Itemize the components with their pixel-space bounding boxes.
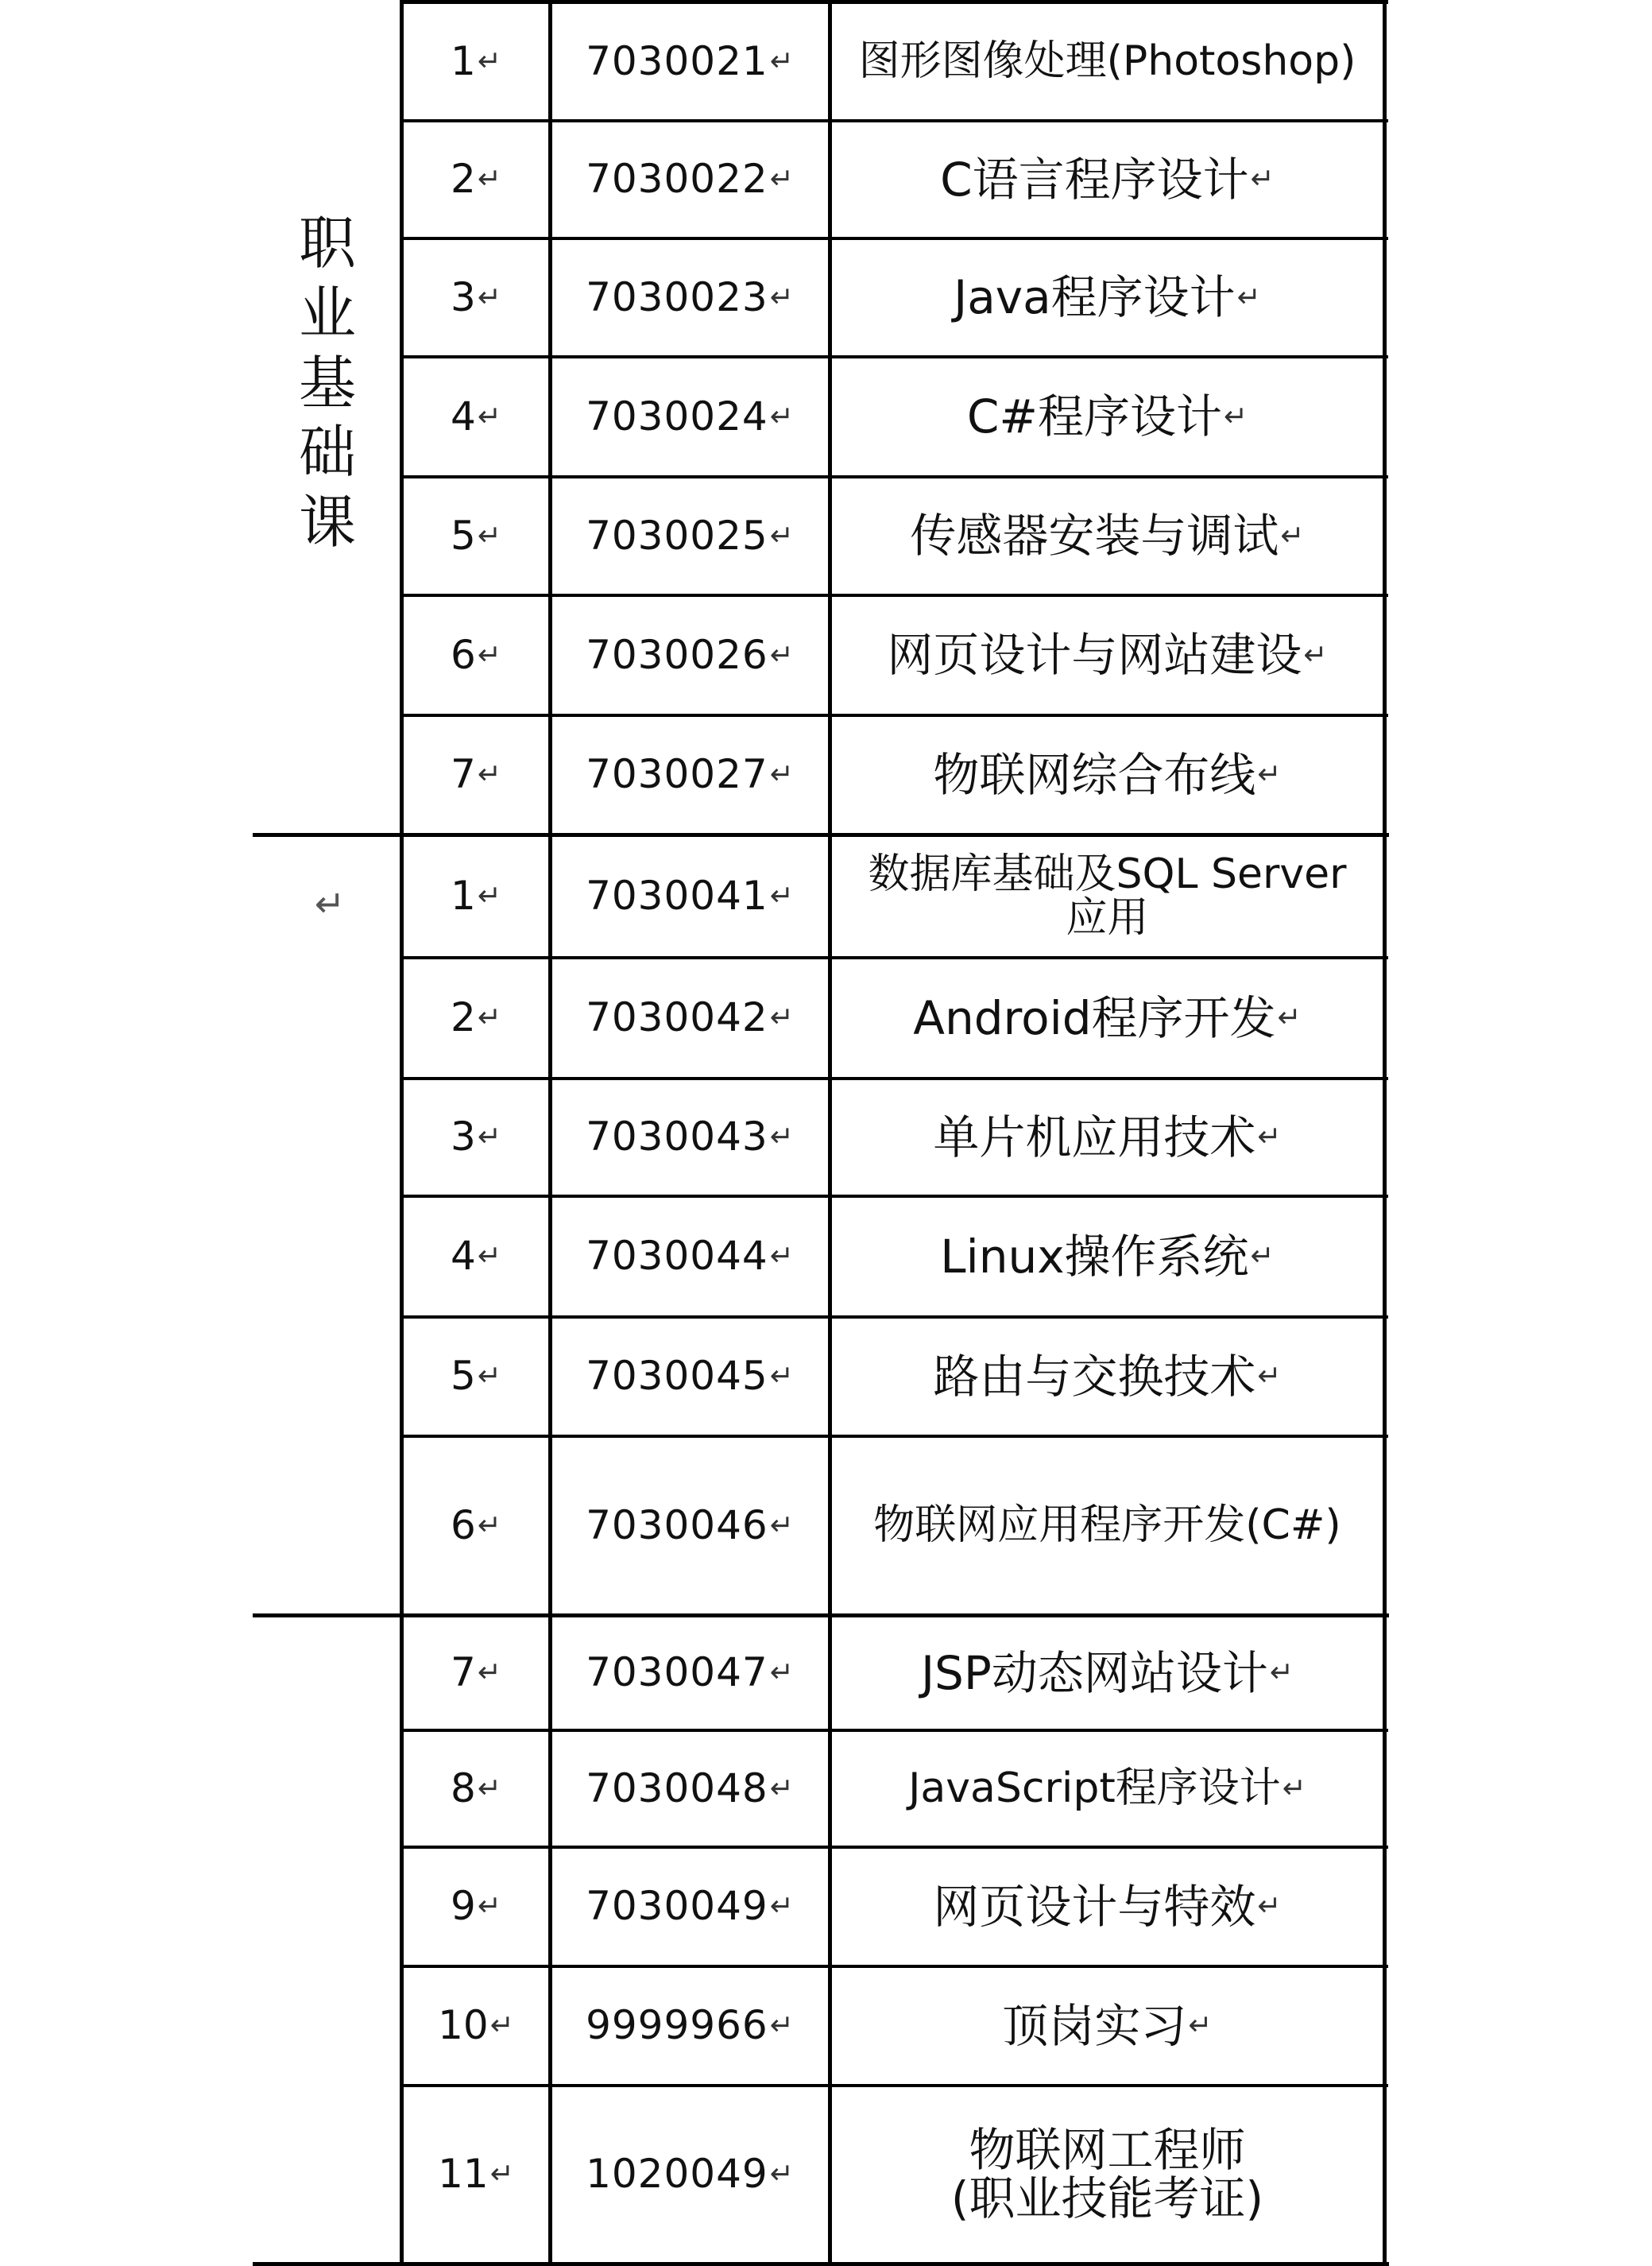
course-code: 1020049 ↵ [586, 2151, 795, 2198]
course-name-line: 物联网工程师 [969, 2123, 1246, 2178]
course-name: 网页设计与网站建设 ↵ [887, 628, 1328, 683]
course-name [832, 837, 1383, 956]
row-number: 8 ↵ [451, 1764, 501, 1811]
category-char: 础 [298, 419, 356, 486]
category-char: 职 [298, 210, 356, 277]
course-name-line: 数据库基础及SQL Server [868, 850, 1347, 899]
course-name: Android程序开发 ↵ [913, 990, 1302, 1045]
course-code: 7030042 ↵ [586, 994, 795, 1041]
course-code: 7030026 ↵ [586, 631, 795, 678]
category-char: 课 [298, 489, 356, 556]
row-number: 5 ↵ [451, 512, 501, 559]
course-code: 7030023 ↵ [586, 273, 795, 320]
course-code: 7030046 ↵ [586, 1501, 795, 1548]
course-name: JavaScript程序设计 ↵ [908, 1764, 1306, 1812]
row-number: 6 ↵ [451, 631, 501, 678]
row-number: 3 ↵ [451, 273, 501, 320]
course-code: 7030045 ↵ [586, 1353, 795, 1400]
course-name: 传感器安装与调试 ↵ [910, 509, 1305, 564]
row-number: 6 ↵ [451, 1501, 501, 1548]
course-name [832, 2087, 1383, 2262]
course-code: 9999966 ↵ [586, 2002, 795, 2049]
course-name: 物联网综合布线 ↵ [933, 747, 1282, 802]
return-mark-icon: ↵ [314, 882, 346, 925]
course-name: 物联网应用程序开发(C#) [873, 1501, 1341, 1549]
course-code: 7030044 ↵ [586, 1233, 795, 1280]
course-name: JSP动态网站设计 ↵ [920, 1645, 1294, 1700]
row-number: 3 ↵ [451, 1114, 501, 1160]
row-number: 2 ↵ [451, 156, 501, 203]
course-name: 单片机应用技术 ↵ [933, 1110, 1282, 1164]
course-code: 7030047 ↵ [586, 1649, 795, 1696]
course-name: 路由与交换技术 ↵ [933, 1349, 1282, 1404]
category-label [288, 209, 367, 638]
row-number: 5 ↵ [451, 1353, 501, 1400]
course-code: 7030027 ↵ [586, 751, 795, 798]
course-code: 7030024 ↵ [586, 393, 795, 440]
course-code: 7030048 ↵ [586, 1764, 795, 1811]
course-name: 网页设计与特效 ↵ [933, 1879, 1282, 1934]
course-name: 顶岗实习 ↵ [1002, 1998, 1213, 2053]
category-char: 业 [298, 279, 356, 347]
course-name: Java程序设计 ↵ [954, 270, 1261, 325]
course-code: 7030041 ↵ [586, 873, 795, 920]
row-number: 4 ↵ [451, 393, 501, 440]
course-code: 7030022 ↵ [586, 156, 795, 203]
row-number: 11 ↵ [438, 2151, 514, 2198]
course-name-line: 应用 [1066, 894, 1149, 942]
course-name: Linux操作系统 ↵ [940, 1229, 1275, 1284]
course-code: 7030021 ↵ [586, 37, 795, 84]
course-name-line: (职业技能考证) [950, 2171, 1264, 2225]
row-number: 7 ↵ [451, 1649, 501, 1696]
row-number: 1 ↵ [451, 37, 501, 84]
table-bottom-rule [253, 2262, 1389, 2266]
col-divider-right [1383, 0, 1387, 2266]
row-number: 7 ↵ [451, 751, 501, 798]
course-code: 7030025 ↵ [586, 512, 795, 559]
course-code: 7030049 ↵ [586, 1883, 795, 1930]
course-name: C语言程序设计 ↵ [940, 152, 1275, 207]
row-number: 1 ↵ [451, 873, 501, 920]
course-name: C#程序设计 ↵ [966, 389, 1248, 444]
course-code: 7030043 ↵ [586, 1114, 795, 1160]
row-number: 4 ↵ [451, 1233, 501, 1280]
row-number: 9 ↵ [451, 1883, 501, 1930]
row-number: 10 ↵ [438, 2002, 514, 2049]
course-name: 图形图像处理(Photoshop) [858, 37, 1356, 85]
category-char: 基 [298, 349, 356, 416]
row-number: 2 ↵ [451, 994, 501, 1041]
